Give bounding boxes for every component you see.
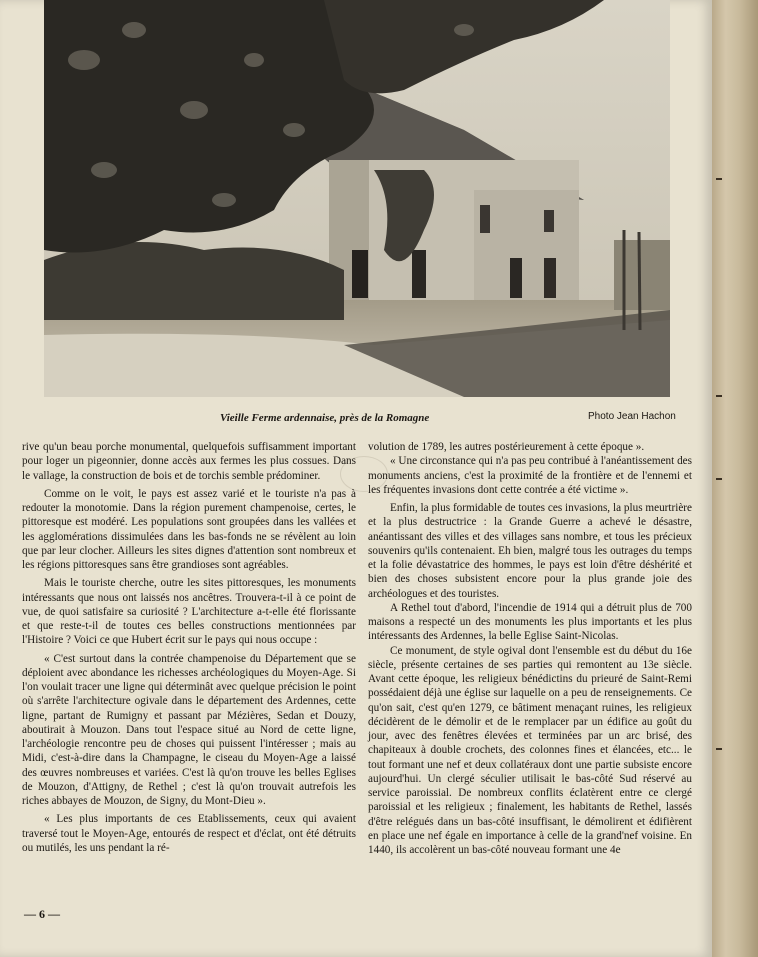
paragraph: « Les plus importants de ces Etablissements, ceux qui avaient traversé tout le Moyen-Age, entourés de respect et d'éclat, ont été détruits ou mutilés, les uns pendant la ré- xyxy=(22,813,356,854)
spine-mark xyxy=(716,178,722,180)
paragraph: Mais le touriste cherche, outre les sites pittoresques, les monuments intéressants que nous ont laissés nos ancêtres. Trouvera-t-il à ce point de vue, de quoi satisfaire sa curiosité ? L'architecture a-t-elle été florissante et que reste-t-il de toutes ces belles constructions mentionnées par l'Histoire ? Voici ce que Hubert écrit sur le pays qui nous occupe : xyxy=(22,577,356,647)
page-number: — 6 — xyxy=(24,907,60,921)
spine-mark xyxy=(716,748,722,750)
text-column-right xyxy=(368,440,692,857)
paragraph: « C'est surtout dans la contrée champenoise du Département que se déploient avec abondance les richesses archéologiques du Moyen-Age. Si l'on voulait tracer une ligne qui déterminât avec quelque précision le point où s'arrête l'architecture ogivale dans le département des Ardennes, cette ligne, partant de Rumigny et passant par Mézières, Sedan et Douzy, aboutirait à Mouzon. Dans tout l'espace situé au Nord de cette ligne, l'archéologie rencontre peu de choses qui puissent l'intéresser ; mais au Midi, c'est-à-dire dans la Champagne, le ciseau du Moyen-Age a laissé des œuvres nombreuses et variées. C'est là qu'on trouve les belles Eglises de Mouzon, d'Attigny, de Rethel ; c'est là qu'on trouvait autrefois les riches abbayes de Mouzon, de Signy, du Mont-Dieu ». xyxy=(22,652,356,807)
paragraph: volution de 1789, les autres postérieurement à cette époque ». xyxy=(368,441,645,453)
paragraph: « Une circonstance qui n'a pas peu contribué à l'anéantissement des monuments anciens, c'est la proximité de la frontière et de l'ennemi et les fréquentes invasions dont cette contrée a été victime ». xyxy=(368,455,692,496)
paragraph: Ce monument, de style ogival dont l'ensemble est du début du 16e siècle, présente certaines de ses parties qui remontent au 13e siècle. Avant cette époque, les religieux bénédictins du prieuré de Saint-Remi possédaient déjà une église sur laquelle on a peu de renseignements. Ce qu'on sait, c'est qu'en 1279, ce bâtiment menaçant ruines, les religieux décidèrent de le démolir et de le remplacer par un édifice au goût du jour, avec des fenêtres élevées et terminées par un arc brisé, des chapiteaux à double crochets, des colonnes fines et élancées, etc... le tout formant une nef et deux collatéraux dont une partie subsiste encore aujourd'hui. Un clergé séculier utilisait le bas-côté Sud réservé au service paroissial. De nombreux conflits éclatèrent entre ce clergé paroissial et les religieux ; finalement, les habitants de Rethel, lassés d'être relégués dans un bas-côté insuffisant, le démolirent et édifièrent en place une nef égale en importance à celle de la grand'nef voisine. En 1440, ils accolèrent un bas-côté nouveau formant une 4e xyxy=(368,644,692,856)
text-column-left xyxy=(22,440,356,855)
paragraph: rive qu'un beau porche monumental, quelquefois suffisamment important pour loger un pigeonnier, donne accès aux fermes les plus cossues. Dans le vallage, la construction de bois et de torchis semble prédominer. xyxy=(22,441,356,482)
photo-caption: Vieille Ferme ardennaise, près de la Romagne xyxy=(220,412,430,424)
farmhouse-photo xyxy=(44,0,670,397)
spine-mark xyxy=(716,395,722,397)
paragraph: Comme on le voit, le pays est assez varié et le touriste n'a pas à redouter la monotomie. Dans la région purement champenoise, certes, le pittoresque est modéré. Les populations sont groupées dans les vallées et les agglomérations dissimulées dans les bas-fonds ne se révèlent au loin que par leur clocher. Ailleurs les sites dignes d'attention sont nombreux et les régions pittoresques sans être grandioses sont agréables. xyxy=(22,487,356,571)
paragraph: A Rethel tout d'abord, l'incendie de 1914 qui a détruit plus de 700 maisons a respecté un des monuments les plus importants et les plus intéressants des Ardennes, la belle Eglise Saint-Nicolas. xyxy=(368,601,692,643)
spine-mark xyxy=(716,478,722,480)
paragraph: Enfin, la plus formidable de toutes ces invasions, la plus meurtrière et la plus destructrice : la Grande Guerre a achevé le désastre, anéantissant des villes et des villages sans nombre, et tous les précieux souvenirs qu'ils contenaient. Eh bien, malgré tous les outrages du temps et la folie dévastatrice des hommes, le pays est loin d'être déshérité et bien des choses subsistent encore pour la plus grande joie des archéologues et des touristes. xyxy=(368,502,692,600)
photo-credit: Photo Jean Hachon xyxy=(588,411,676,422)
